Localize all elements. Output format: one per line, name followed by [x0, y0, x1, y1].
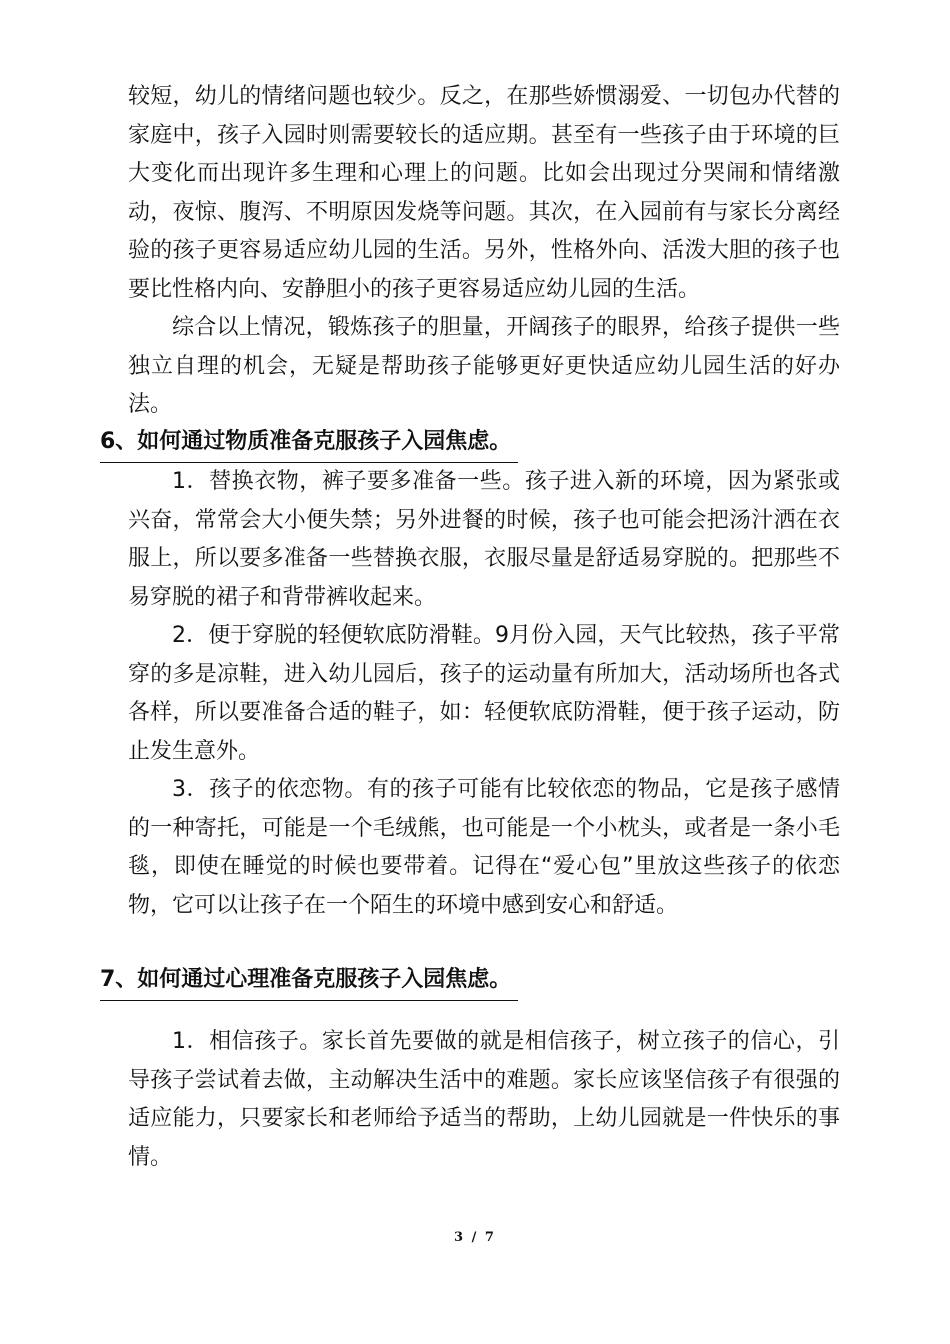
paragraph-summary: 综合以上情况，锻炼孩子的胆量，开阔孩子的眼界，给孩子提供一些独立自理的机会，无疑是帮助孩子能够更好更快适应幼儿园生活的好办法。	[128, 315, 840, 417]
page-number: 3 / 7	[454, 1230, 496, 1245]
section-7-item-1: 1．相信孩子。家长首先要做的就是相信孩子，树立孩子的信心，引导孩子尝试着去做，主动解决生活中的难题。家长应该坚信孩子有很强的适应能力，只要家长和老师给予适当的帮助，上幼儿园就是一件快乐的事情。	[128, 1029, 840, 1170]
section-6-heading: 6、如何通过物质准备克服孩子入园焦虑。	[100, 429, 512, 454]
section-6-item-1: 1．替换衣物，裤子要多准备一些。孩子进入新的环境，因为紧张或兴奋，常常会大小便失禁；另外进餐的时候，孩子也可能会把汤汁洒在衣服上，所以要多准备一些替换衣服，衣服尽量是舒适易穿脱的。把那些不易穿脱的裙子和背带裤收起来。	[128, 469, 840, 610]
section-7-heading: 7、如何通过心理准备克服孩子入园焦虑。	[100, 967, 512, 992]
section-7-underline	[100, 1000, 518, 1001]
paragraph-continuation: 较短，幼儿的情绪问题也较少。反之，在那些娇惯溺爱、一切包办代替的家庭中，孩子入园时则需要较长的适应期。甚至有一些孩子由于环境的巨大变化而出现许多生理和心理上的问题。比如会出现过分哭闹和情绪激动，夜惊、腹泻、不明原因发烧等问题。其次，在入园前有与家长分离经验的孩子更容易适应幼儿园的生活。另外，性格外向、活泼大胆的孩子也要比性格内向、安静胆小的孩子更容易适应幼儿园的生活。	[128, 84, 840, 302]
section-6-item-3: 3．孩子的依恋物。有的孩子可能有比较依恋的物品，它是孩子感情的一种寄托，可能是一个毛绒熊，也可能是一个小枕头，或者是一条小毛毯，即使在睡觉的时候也要带着。记得在“爱心包”里放这些孩子的依恋物，它可以让孩子在一个陌生的环境中感到安心和舒适。	[128, 777, 840, 918]
section-6-item-2: 2．便于穿脱的轻便软底防滑鞋。9月份入园，天气比较热，孩子平常穿的多是凉鞋，进入幼儿园后，孩子的运动量有所加大，活动场所也各式各样，所以要准备合适的鞋子，如：轻便软底防滑鞋，便于孩子运动，防止发生意外。	[128, 623, 840, 764]
